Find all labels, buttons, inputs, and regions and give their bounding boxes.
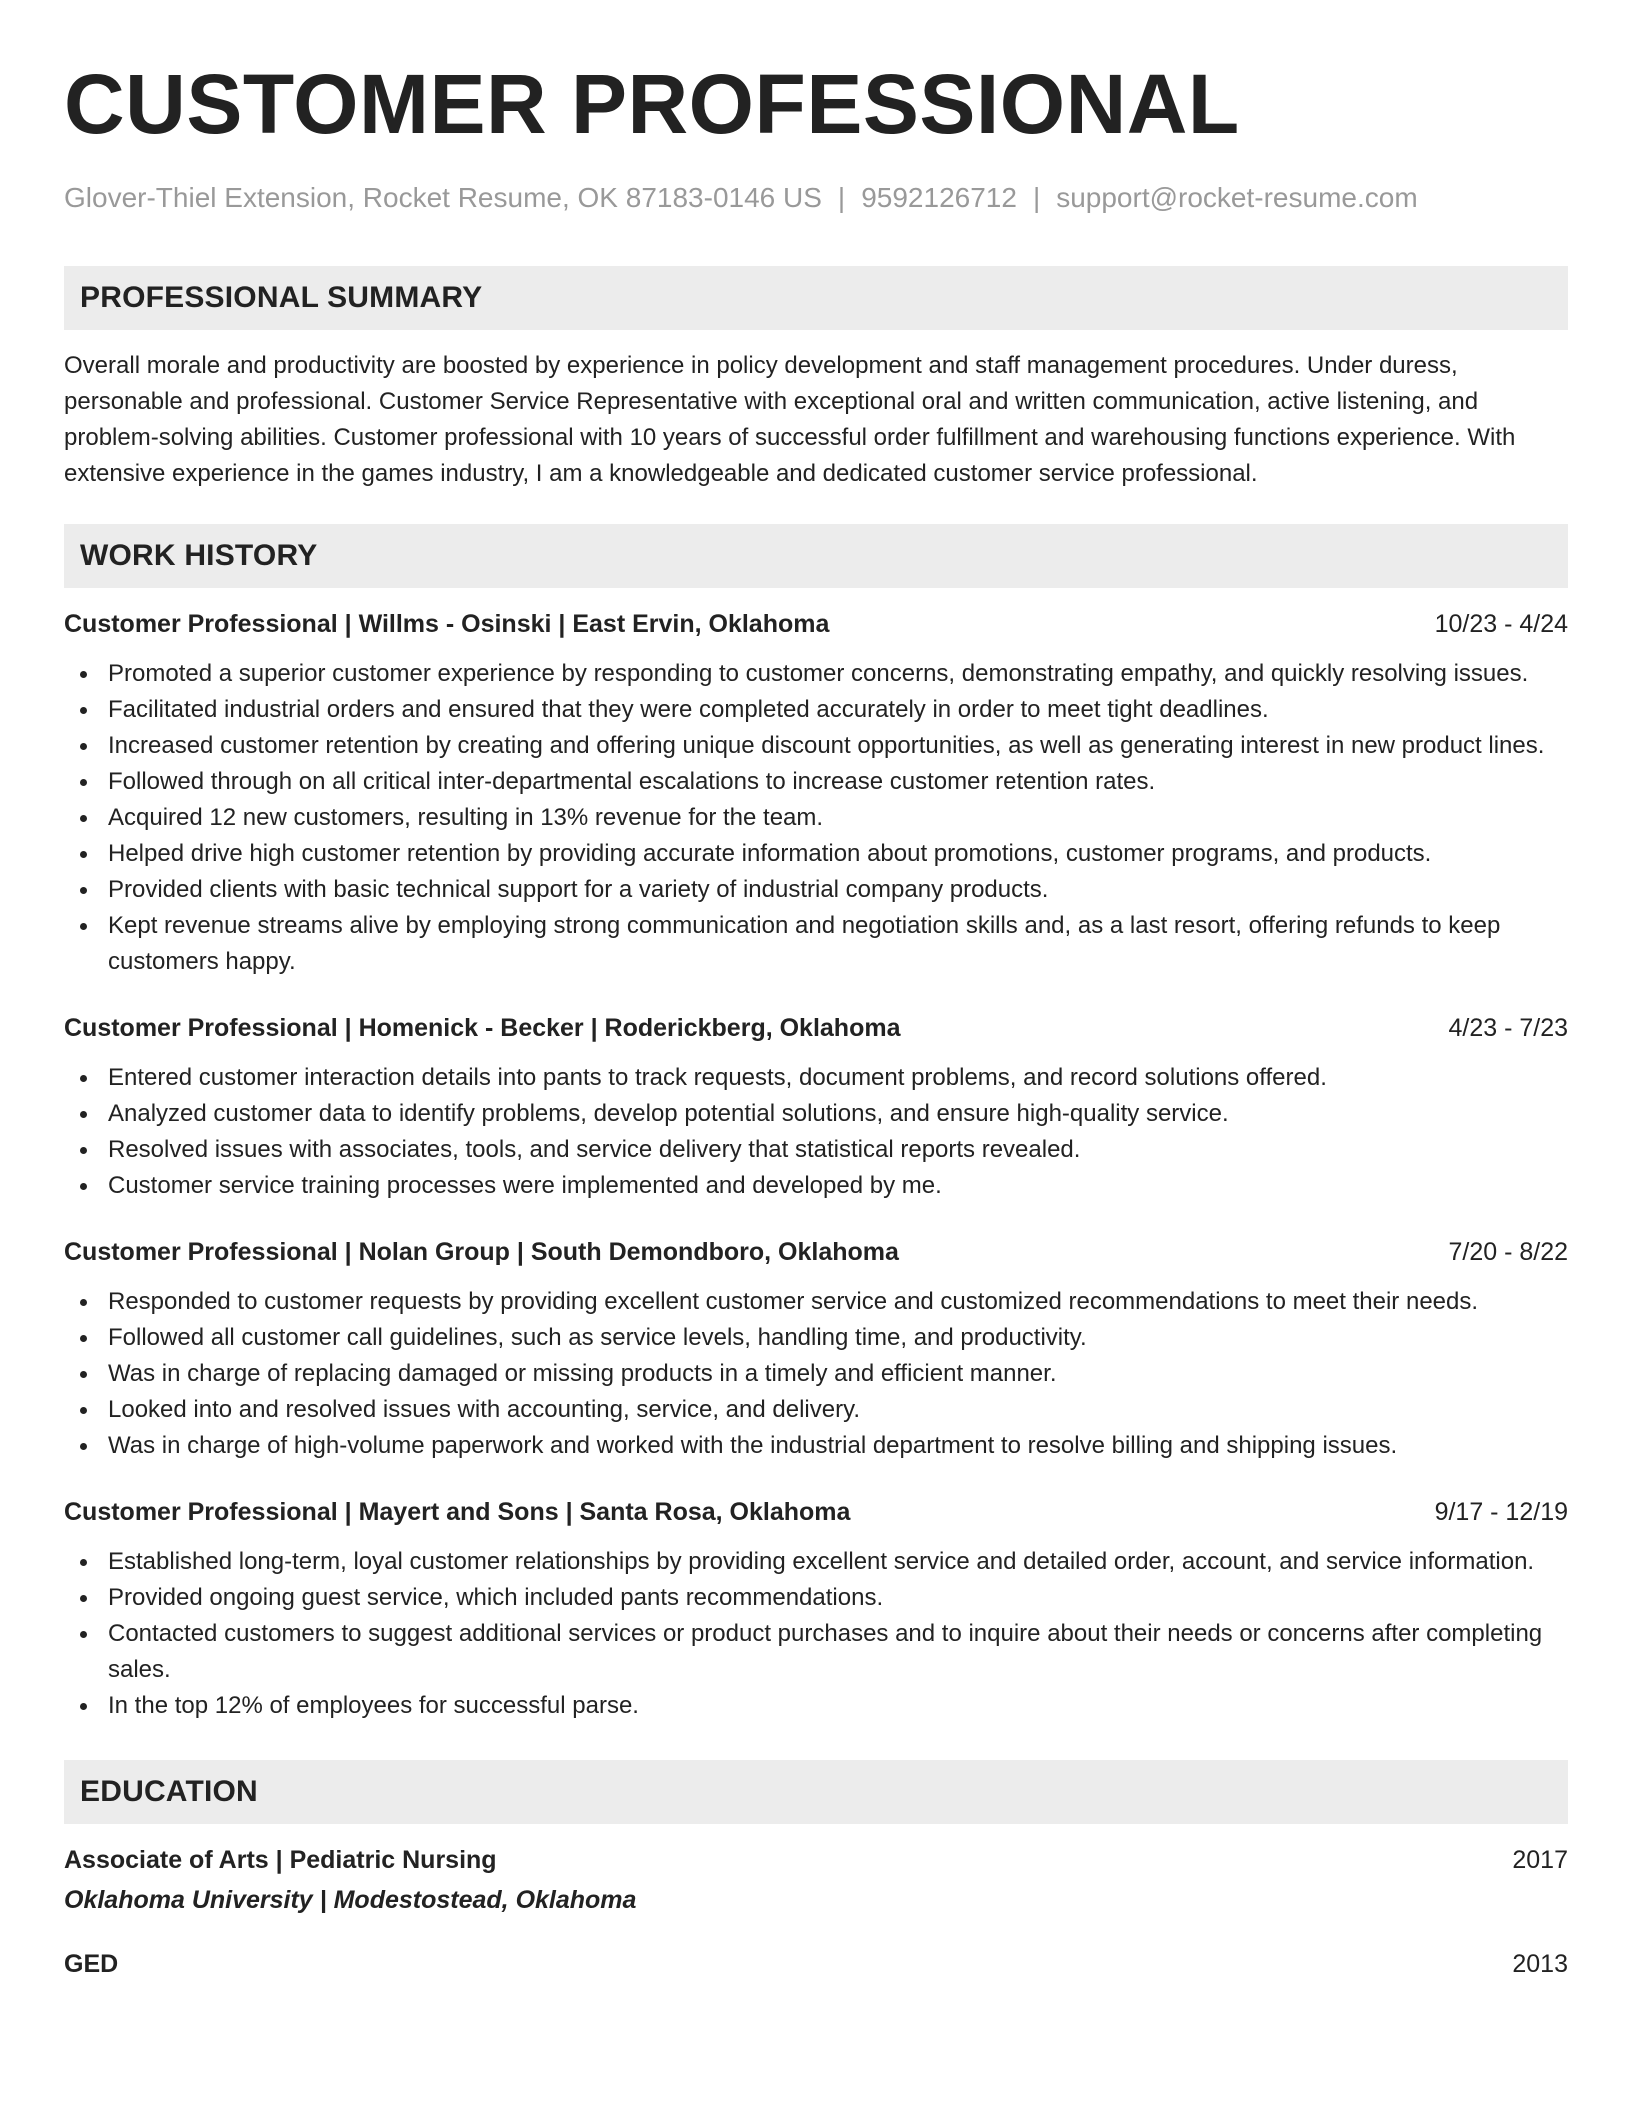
job-entry	[64, 1234, 1568, 1464]
job-bullet: Increased customer retention by creating and offering unique discount opportunities, as well as generating interest in new product lines.	[64, 728, 1568, 764]
job-entry	[64, 1494, 1568, 1724]
education-school: Oklahoma University | Modestostead, Oklahoma	[64, 1886, 637, 1914]
education-header	[64, 1842, 1568, 1878]
education-year: 2017	[1512, 1846, 1568, 1874]
job-bullet: Provided ongoing guest service, which included pants recommendations.	[64, 1580, 1568, 1616]
contact-separator: |	[837, 182, 846, 213]
job-title: Customer Professional | Homenick - Becker | Roderickberg, Oklahoma	[64, 1014, 901, 1042]
contact-line	[64, 180, 1568, 216]
job-bullet: Followed all customer call guidelines, such as service levels, handling time, and productivity.	[64, 1320, 1568, 1356]
job-entry	[64, 606, 1568, 980]
job-bullets	[64, 1284, 1568, 1464]
section-header-work-history: WORK HISTORY	[64, 524, 1568, 588]
job-dates: 7/20 - 8/22	[1448, 1238, 1568, 1266]
job-bullet: Facilitated industrial orders and ensured that they were completed accurately in order to meet tight deadlines.	[64, 692, 1568, 728]
contact-address: Glover-Thiel Extension, Rocket Resume, OK 87183-0146 US	[64, 182, 822, 213]
education-entry	[64, 1946, 1568, 1982]
section-header-summary: PROFESSIONAL SUMMARY	[64, 266, 1568, 330]
job-bullet: Contacted customers to suggest additional services or product purchases and to inquire about their needs or concerns after completing sales.	[64, 1616, 1568, 1688]
job-entry	[64, 1010, 1568, 1204]
job-bullet: Kept revenue streams alive by employing strong communication and negotiation skills and, as a last resort, offering refunds to keep customers happy.	[64, 908, 1568, 980]
job-dates: 4/23 - 7/23	[1448, 1014, 1568, 1042]
job-header	[64, 606, 1568, 642]
education-header	[64, 1946, 1568, 1982]
summary-text: Overall morale and productivity are boosted by experience in policy development and staff management procedures. Under duress, personable and professional. Customer Service Representative with exceptional oral and written communication, active listening, and problem-solving abilities. Customer professional with 10 years of successful order fulfillment and warehousing functions experience. With extensive experience in the games industry, I am a knowledgeable and dedicated customer service professional.	[64, 352, 1516, 487]
education-degree: GED	[64, 1950, 119, 1978]
job-bullet: Promoted a superior customer experience by responding to customer concerns, demonstrating empathy, and quickly resolving issues.	[64, 656, 1568, 692]
job-bullet: Customer service training processes were implemented and developed by me.	[64, 1168, 1568, 1204]
job-bullet: Followed through on all critical inter-departmental escalations to increase customer retention rates.	[64, 764, 1568, 800]
job-bullet: Provided clients with basic technical support for a variety of industrial company products.	[64, 872, 1568, 908]
job-bullet: Acquired 12 new customers, resulting in 13% revenue for the team.	[64, 800, 1568, 836]
contact-phone: 9592126712	[861, 182, 1017, 213]
job-header	[64, 1234, 1568, 1270]
job-bullet: Was in charge of replacing damaged or missing products in a timely and efficient manner.	[64, 1356, 1568, 1392]
job-bullet: Resolved issues with associates, tools, and service delivery that statistical reports revealed.	[64, 1132, 1568, 1168]
job-bullet: Analyzed customer data to identify problems, develop potential solutions, and ensure high-quality service.	[64, 1096, 1568, 1132]
job-bullet: Established long-term, loyal customer relationships by providing excellent service and detailed order, account, and service information.	[64, 1544, 1568, 1580]
contact-separator: |	[1032, 182, 1041, 213]
job-bullet: Looked into and resolved issues with accounting, service, and delivery.	[64, 1392, 1568, 1428]
section-header-education: EDUCATION	[64, 1760, 1568, 1824]
job-title: Customer Professional | Nolan Group | South Demondboro, Oklahoma	[64, 1238, 899, 1266]
education-year: 2013	[1512, 1950, 1568, 1978]
job-bullet: Responded to customer requests by providing excellent customer service and customized recommendations to meet their needs.	[64, 1284, 1568, 1320]
job-title: Customer Professional | Mayert and Sons | Santa Rosa, Oklahoma	[64, 1498, 851, 1526]
job-bullets	[64, 1060, 1568, 1204]
job-title: Customer Professional | Willms - Osinski | East Ervin, Oklahoma	[64, 610, 830, 638]
job-bullet: Was in charge of high-volume paperwork and worked with the industrial department to resolve billing and shipping issues.	[64, 1428, 1568, 1464]
candidate-name: CUSTOMER PROFESSIONAL	[64, 57, 1240, 151]
job-bullet: Helped drive high customer retention by providing accurate information about promotions, customer programs, and products.	[64, 836, 1568, 872]
job-bullets	[64, 656, 1568, 980]
education-entry	[64, 1842, 1568, 1918]
job-bullet: Entered customer interaction details into pants to track requests, document problems, and record solutions offered.	[64, 1060, 1568, 1096]
education-degree: Associate of Arts | Pediatric Nursing	[64, 1846, 497, 1874]
job-bullets	[64, 1544, 1568, 1724]
contact-email: support@rocket-resume.com	[1056, 182, 1418, 213]
job-dates: 9/17 - 12/19	[1434, 1498, 1568, 1526]
job-header	[64, 1494, 1568, 1530]
job-dates: 10/23 - 4/24	[1434, 610, 1568, 638]
job-header	[64, 1010, 1568, 1046]
job-bullet: In the top 12% of employees for successful parse.	[64, 1688, 1568, 1724]
